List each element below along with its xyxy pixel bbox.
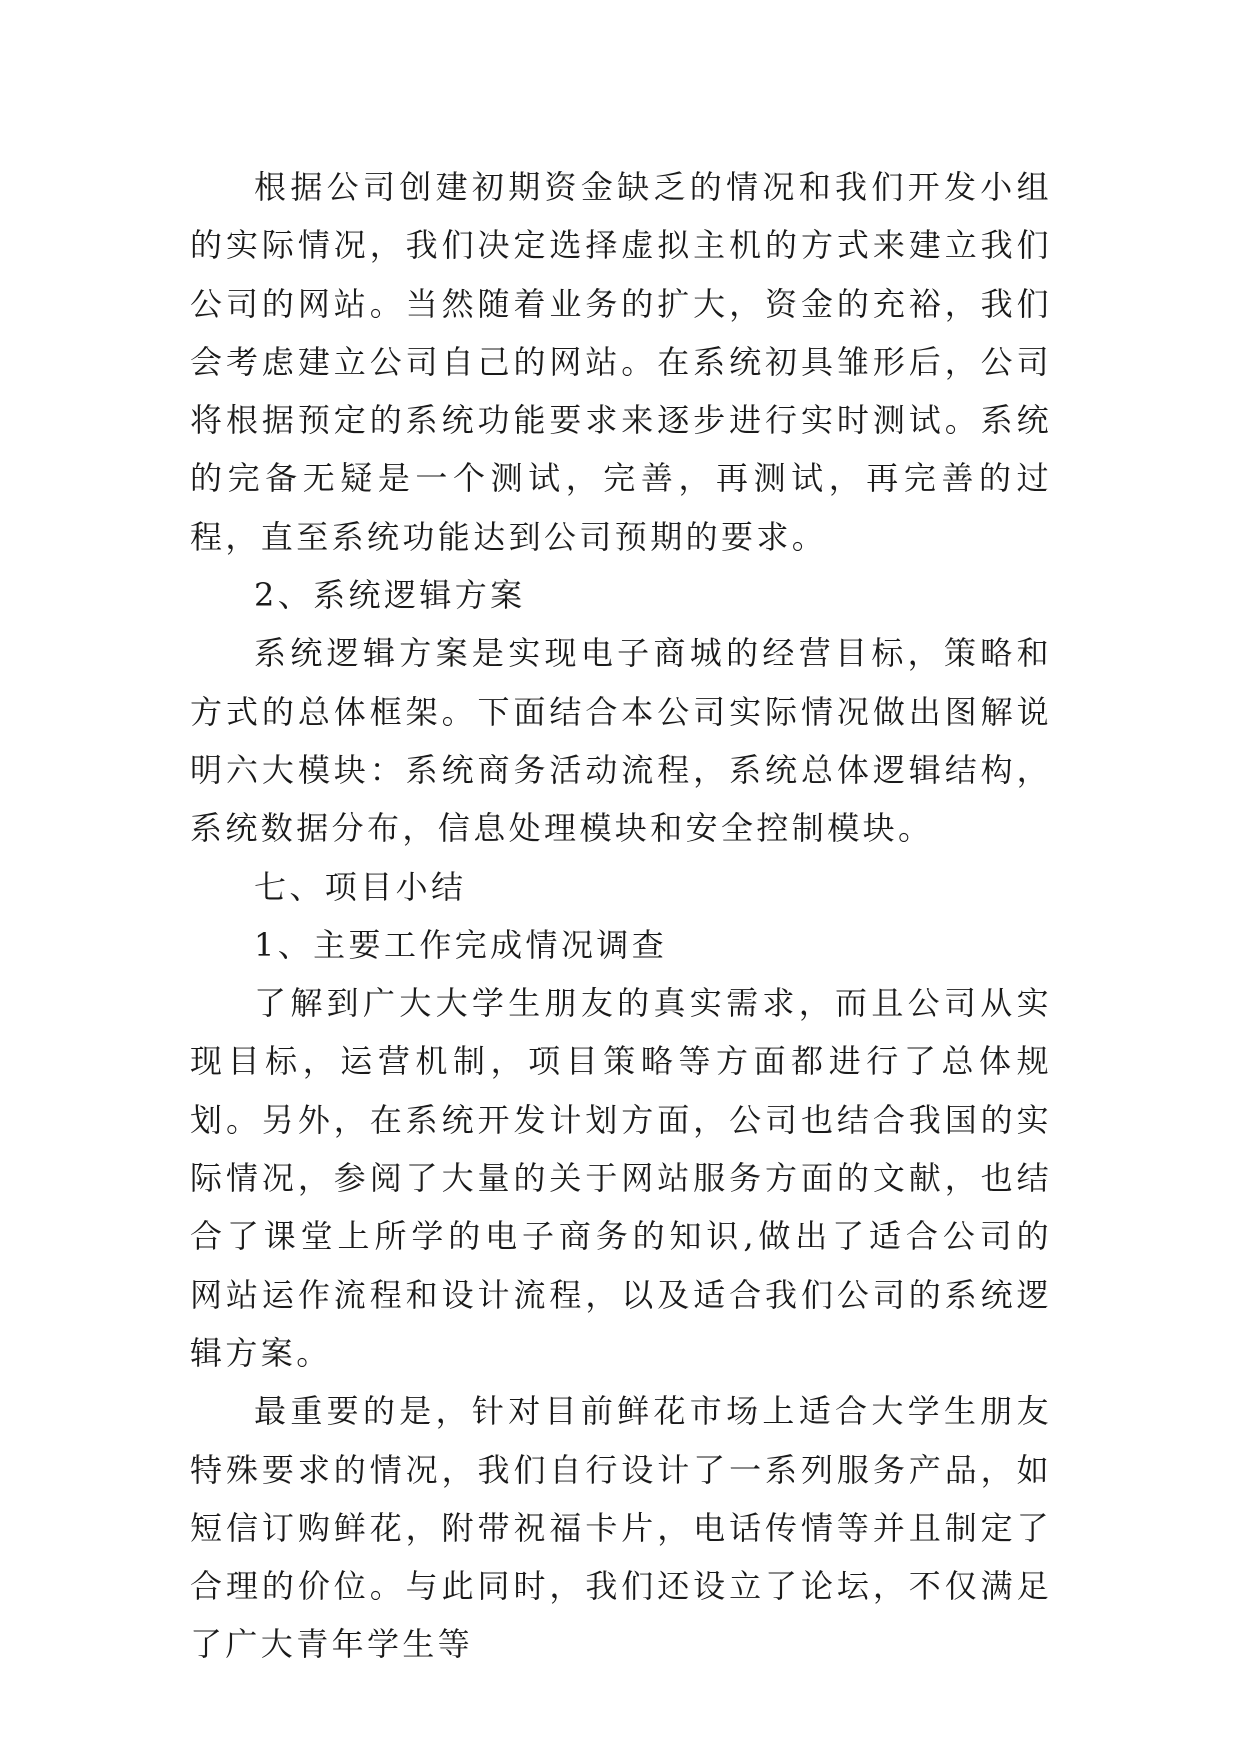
- section-heading-project-summary: 七、项目小结: [254, 867, 467, 906]
- paragraph-work-completion: 了解到广大大学生朋友的真实需求，而且公司从实现目标，运营机制，项目策略等方面都进行了总体规划。另外，在系统开发计划方面，公司也结合我国的实际情况，参阅了大量的关于网站服务方面的文献，也结合了课堂上所学的电子商务的知识,做出了适合公司的网站运作流程和设计流程，以及适合我们公司的系统逻辑方案。: [190, 984, 1052, 1372]
- document-body: [190, 158, 1052, 1674]
- section-heading-system-logic: 2、系统逻辑方案: [254, 576, 526, 615]
- section-heading-work-completion: 1、主要工作完成情况调查: [254, 925, 668, 964]
- paragraph-hosting-plan: 根据公司创建初期资金缺乏的情况和我们开发小组的实际情况，我们决定选择虚拟主机的方式来建立我们公司的网站。当然随着业务的扩大，资金的充裕，我们会考虑建立公司自己的网站。在系统初具雏形后，公司将根据预定的系统功能要求来逐步进行实时测试。系统的完备无疑是一个测试，完善，再测试，再完善的过程，直至系统功能达到公司预期的要求。: [190, 168, 1052, 556]
- paragraph-system-logic: 系统逻辑方案是实现电子商城的经营目标，策略和方式的总体框架。下面结合本公司实际情况做出图解说明六大模块：系统商务活动流程，系统总体逻辑结构，系统数据分布，信息处理模块和安全控制模块。: [190, 634, 1052, 848]
- paragraph-most-important: 最重要的是，针对目前鲜花市场上适合大学生朋友特殊要求的情况，我们自行设计了一系列服务产品，如短信订购鲜花，附带祝福卡片，电话传情等并且制定了合理的价位。与此同时，我们还设立了论坛，不仅满足了广大青年学生等: [190, 1392, 1052, 1664]
